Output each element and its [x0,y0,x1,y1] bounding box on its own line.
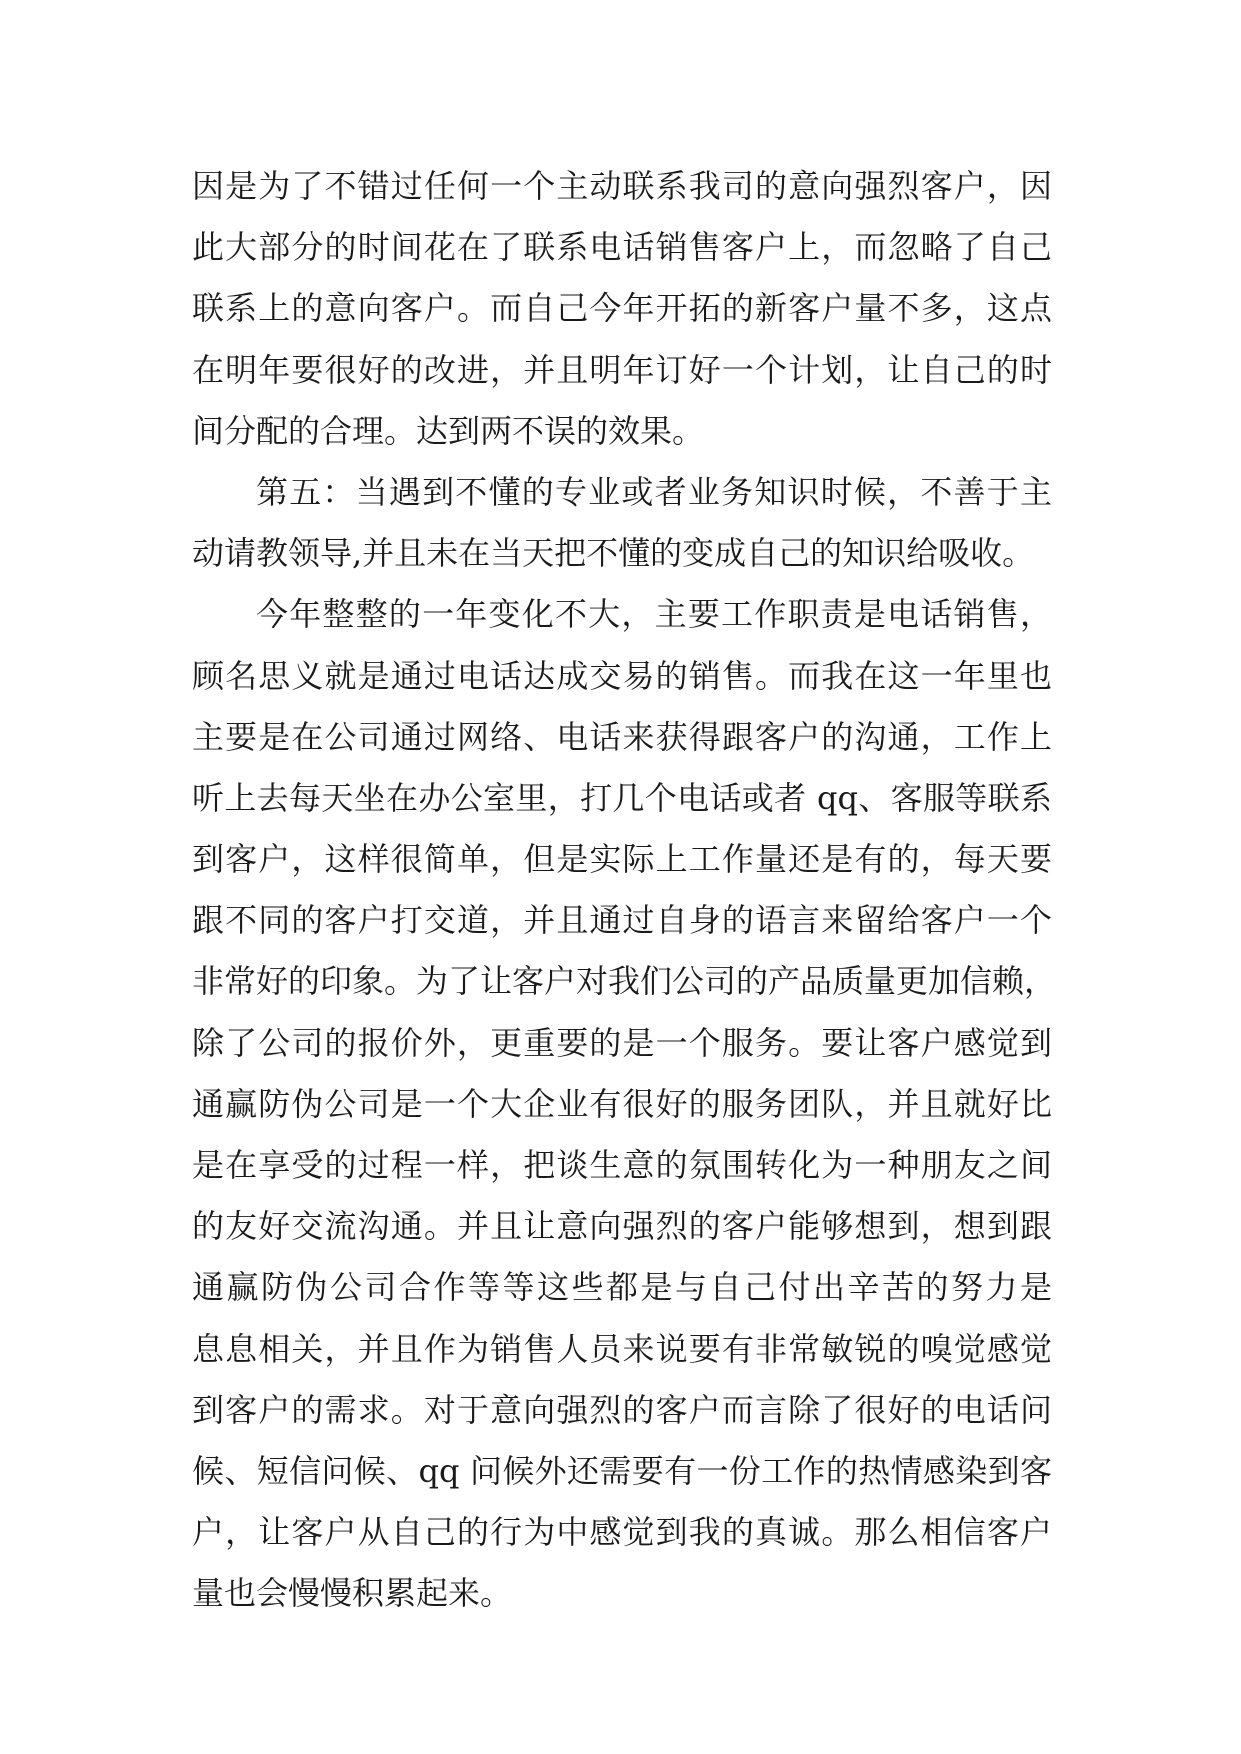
text-line: 候、短信问候、qq 问候外还需要有一份工作的热情感染到客 [192,1451,1052,1490]
text-line: 因是为了不错过任何一个主动联系我司的意向强烈客户，因 [192,167,1052,205]
text-line: 量也会慢慢积累起来。 [192,1574,513,1613]
text-line: 户，让客户从自己的行为中感觉到我的真诚。那么相信客户 [192,1513,1052,1552]
text-line: 主要是在公司通过网络、电话来获得跟客户的沟通，工作上 [192,717,1052,756]
text-line: 跟不同的客户打交道，并且通过自身的语言来留给客户一个 [192,901,1052,940]
text-line: 顾名思义就是通过电话达成交易的销售。而我在这一年里也 [192,656,1052,695]
text-line: 联系上的意向客户。而自己今年开拓的新客户量不多，这点 [192,289,1052,328]
text-line: 是在享受的过程一样，把谈生意的氛围转化为一种朋友之间 [192,1146,1052,1184]
text-line: 非常好的印象。为了让客户对我们公司的产品质量更加信赖， [192,962,1057,1001]
text-line: 间分配的合理。达到两不误的效果。 [192,411,705,450]
paragraph [192,462,1052,584]
paragraph [192,156,1052,462]
text-line: 到客户，这样很简单，但是实际上工作量还是有的，每天要 [192,840,1052,879]
text-line: 的友好交流沟通。并且让意向强烈的客户能够想到，想到跟 [192,1207,1052,1246]
text-line: 此大部分的时间花在了联系电话销售客户上，而忽略了自己 [192,228,1052,267]
document-body [192,156,1057,1625]
text-line: 到客户的需求。对于意向强烈的客户而言除了很好的电话问 [192,1390,1052,1429]
text-line: 息息相关，并且作为销售人员来说要有非常敏锐的嗅觉感觉 [192,1329,1052,1368]
text-line: 第五：当遇到不懂的专业或者业务知识时候，不善于主 [256,472,1052,511]
text-line: 通赢防伪公司合作等等这些都是与自己付出辛苦的努力是 [192,1268,1052,1307]
text-line: 动请教领导,并且未在当天把不懂的变成自己的知识给吸收。 [192,534,1035,573]
paragraph [192,584,1057,1624]
text-line: 听上去每天坐在办公室里，打几个电话或者 qq、客服等联系 [192,778,1052,817]
text-line: 今年整整的一年变化不大，主要工作职责是电话销售， [256,595,1052,634]
text-line: 除了公司的报价外，更重要的是一个服务。要让客户感觉到 [192,1023,1052,1062]
text-line: 通赢防伪公司是一个大企业有很好的服务团队，并且就好比 [192,1084,1052,1123]
text-line: 在明年要很好的改进，并且明年订好一个计划，让自己的时 [192,350,1052,389]
